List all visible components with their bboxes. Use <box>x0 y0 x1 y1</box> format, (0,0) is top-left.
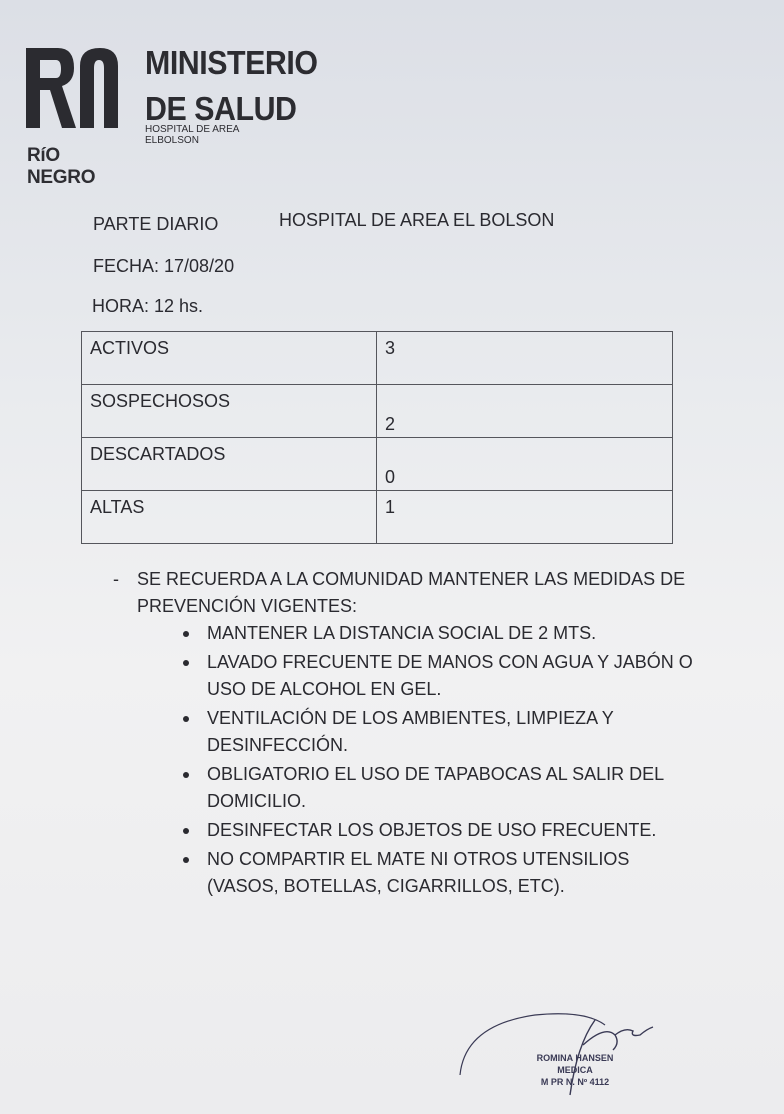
ministry-header <box>145 44 333 146</box>
stat-label: ALTAS <box>82 491 377 544</box>
list-item-text: VENTILACIÓN DE LOS AMBIENTES, LIMPIEZA Y DESINFECCIÓN. <box>207 708 614 755</box>
bullet-icon <box>183 631 189 637</box>
bullet-icon <box>183 857 189 863</box>
stat-label: DESCARTADOS <box>82 438 377 491</box>
ministry-line1: MINISTERIO <box>145 44 318 81</box>
stat-value: 2 <box>377 385 673 438</box>
hospital-name: HOSPITAL DE AREA EL BOLSON <box>279 210 555 230</box>
table-row <box>82 332 673 385</box>
bullet-icon <box>183 716 189 722</box>
bullet-icon <box>183 660 189 666</box>
table-row <box>82 385 673 438</box>
stamp-title: MEDICA <box>557 1065 593 1075</box>
prevention-list <box>183 620 703 902</box>
ministry-line2: DE SALUD <box>145 90 297 127</box>
list-dash: - <box>113 569 119 589</box>
list-item-text: LAVADO FRECUENTE DE MANOS CON AGUA Y JABÓN O USO DE ALCOHOL EN GEL. <box>207 652 693 699</box>
table-row <box>82 491 673 544</box>
stat-value: 3 <box>377 332 673 385</box>
bullet-icon <box>183 772 189 778</box>
stamp-name: ROMINA HANSEN <box>536 1053 614 1063</box>
list-item-text: NO COMPARTIR EL MATE NI OTROS UTENSILIOS (VASOS, BOTELLAS, CIGARRILLOS, ETC). <box>207 849 630 896</box>
list-item <box>183 761 703 815</box>
list-item <box>183 817 703 844</box>
list-item <box>183 620 703 647</box>
report-type: PARTE DIARIO <box>93 214 219 234</box>
stat-value: 0 <box>377 438 673 491</box>
notice-intro: SE RECUERDA A LA COMUNIDAD MANTENER LAS MEDIDAS DE PREVENCIÓN VIGENTES: <box>137 569 686 616</box>
list-item-text: MANTENER LA DISTANCIA SOCIAL DE 2 MTS. <box>207 623 597 643</box>
report-time: HORA: 12 hs. <box>92 296 204 316</box>
list-item-text: OBLIGATORIO EL USO DE TAPABOCAS AL SALIR DEL DOMICILIO. <box>207 764 664 811</box>
region-name: RíO NEGRO <box>27 145 96 188</box>
doctor-stamp <box>515 1052 635 1088</box>
list-item-text: DESINFECTAR LOS OBJETOS DE USO FRECUENTE. <box>207 820 657 840</box>
list-item <box>183 846 703 900</box>
stats-table <box>81 331 673 544</box>
stat-label: SOSPECHOSOS <box>82 385 377 438</box>
rio-negro-logo <box>24 44 124 188</box>
stat-value: 1 <box>377 491 673 544</box>
bullet-icon <box>183 828 189 834</box>
list-item <box>183 705 703 759</box>
list-item <box>183 649 703 703</box>
rn-monogram-logo <box>24 44 120 134</box>
stat-label: ACTIVOS <box>82 332 377 385</box>
hospital-line1: HOSPITAL DE AREA <box>145 124 240 135</box>
signature-stamp <box>455 1005 784 1114</box>
table-row <box>82 438 673 491</box>
hospital-line2: ELBOLSON <box>145 135 199 146</box>
stamp-license: M PR N. Nº 4112 <box>540 1077 610 1087</box>
report-date: FECHA: 17/08/20 <box>93 256 235 276</box>
